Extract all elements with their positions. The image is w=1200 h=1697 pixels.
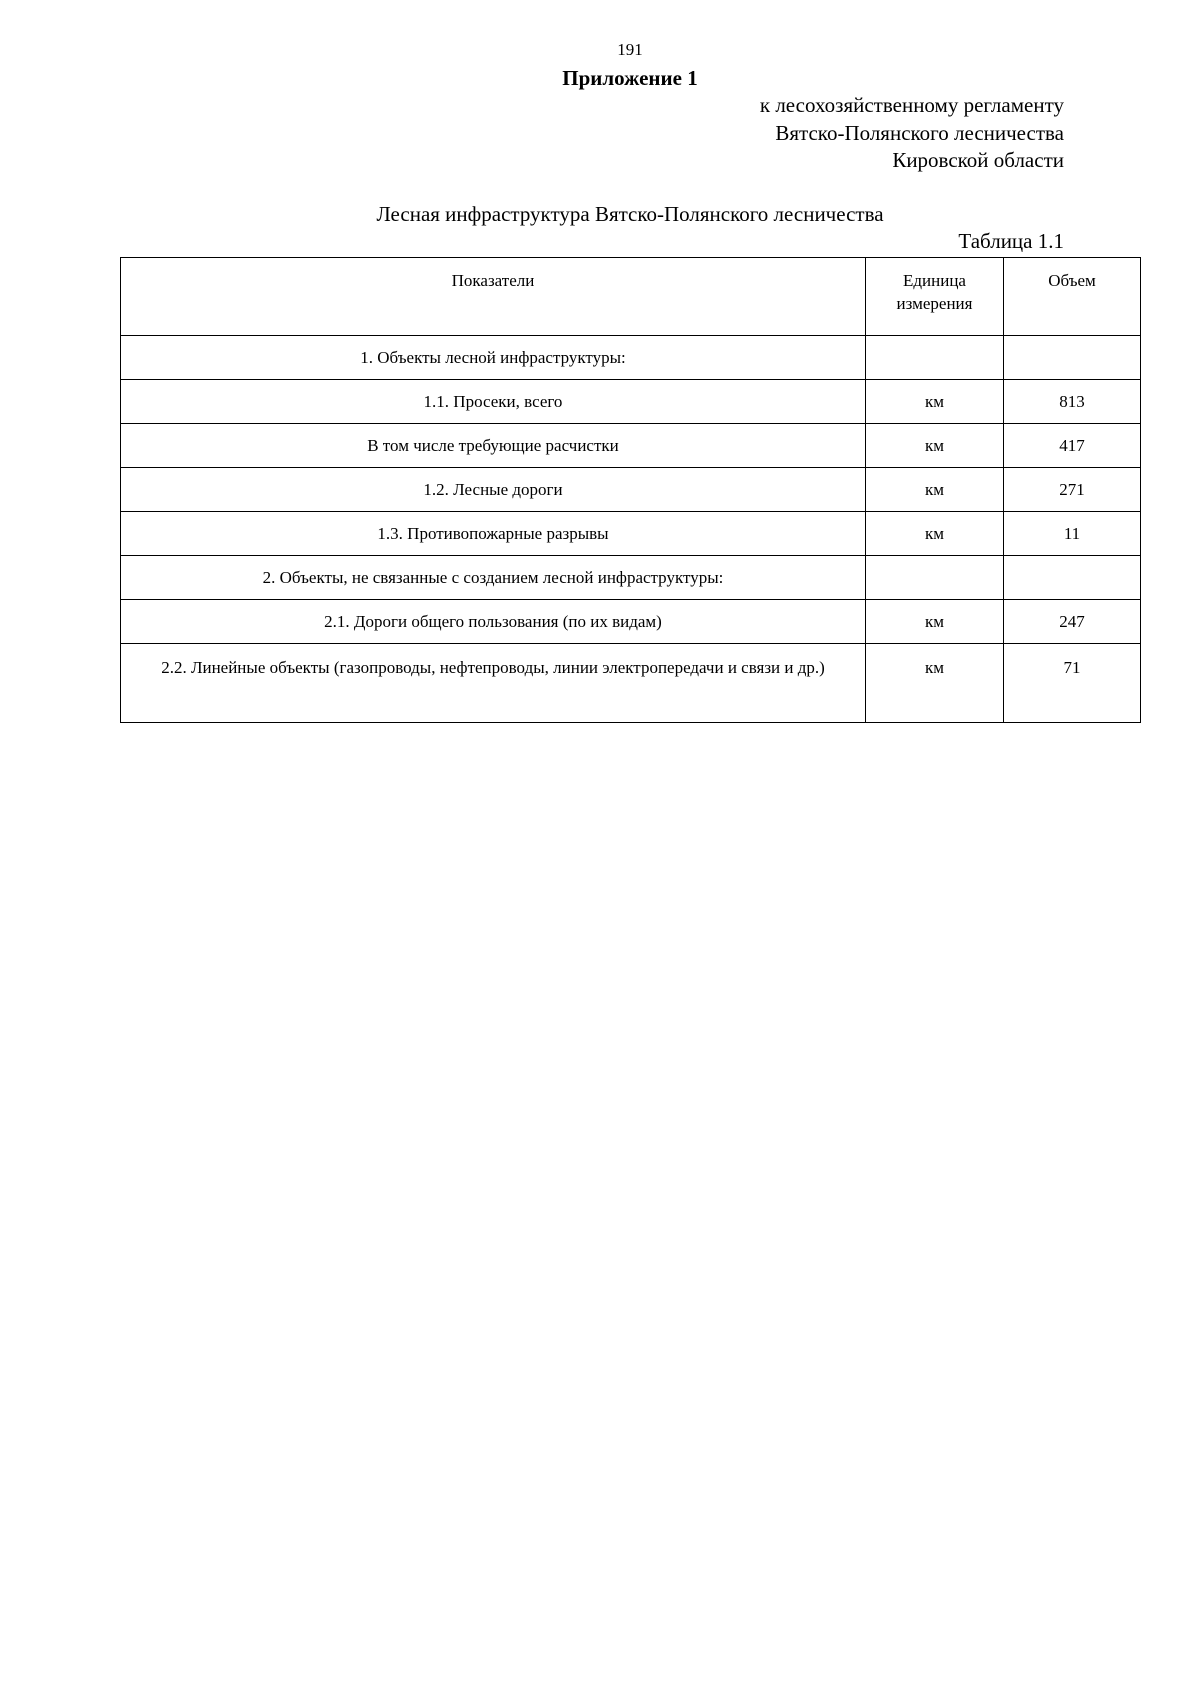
row-volume: 271	[1004, 468, 1141, 512]
appendix-title: Приложение 1	[562, 66, 698, 90]
row-volume	[1004, 556, 1141, 600]
infrastructure-table	[120, 257, 1141, 723]
row-unit: км	[866, 600, 1004, 644]
row-unit	[866, 336, 1004, 380]
row-volume: 813	[1004, 380, 1141, 424]
table-row	[121, 424, 1141, 468]
table-label: Таблица 1.1	[958, 229, 1064, 253]
table-row	[121, 380, 1141, 424]
table-row	[121, 336, 1141, 380]
row-indicator: 1.3. Противопожарные разрывы	[121, 512, 866, 556]
table-header-row	[121, 258, 1141, 336]
row-unit	[866, 556, 1004, 600]
row-unit: км	[866, 644, 1004, 723]
table-row	[121, 468, 1141, 512]
document-heading: Лесная инфраструктура Вятско-Полянского лесничества	[376, 202, 884, 226]
header-unit: Единица измерения	[866, 258, 1004, 336]
row-indicator: 1. Объекты лесной инфраструктуры:	[121, 336, 866, 380]
regulation-line-1: к лесохозяйственному регламенту	[759, 93, 1064, 117]
regulation-reference	[760, 92, 1064, 175]
row-indicator: В том числе требующие расчистки	[121, 424, 866, 468]
row-unit: км	[866, 468, 1004, 512]
row-indicator: 1.2. Лесные дороги	[121, 468, 866, 512]
table-row	[121, 512, 1141, 556]
row-volume	[1004, 336, 1141, 380]
row-indicator: 2. Объекты, не связанные с созданием лесной инфраструктуры:	[121, 556, 866, 600]
row-unit: км	[866, 380, 1004, 424]
row-volume: 247	[1004, 600, 1141, 644]
header-volume: Объем	[1004, 258, 1141, 336]
table-row	[121, 556, 1141, 600]
header-indicators: Показатели	[121, 258, 866, 336]
regulation-line-3: Кировской области	[892, 148, 1064, 172]
row-unit: км	[866, 512, 1004, 556]
page-number: 191	[617, 40, 643, 59]
row-indicator: 1.1. Просеки, всего	[121, 380, 866, 424]
table-row	[121, 600, 1141, 644]
row-indicator: 2.2. Линейные объекты (газопроводы, нефтепроводы, линии электропередачи и связи и др.)	[121, 644, 866, 723]
row-volume: 71	[1004, 644, 1141, 723]
table-row	[121, 644, 1141, 723]
regulation-line-2: Вятско-Полянского лесничества	[775, 120, 1064, 145]
row-volume: 11	[1004, 512, 1141, 556]
row-volume: 417	[1004, 424, 1141, 468]
row-indicator: 2.1. Дороги общего пользования (по их видам)	[121, 600, 866, 644]
row-unit: км	[866, 424, 1004, 468]
